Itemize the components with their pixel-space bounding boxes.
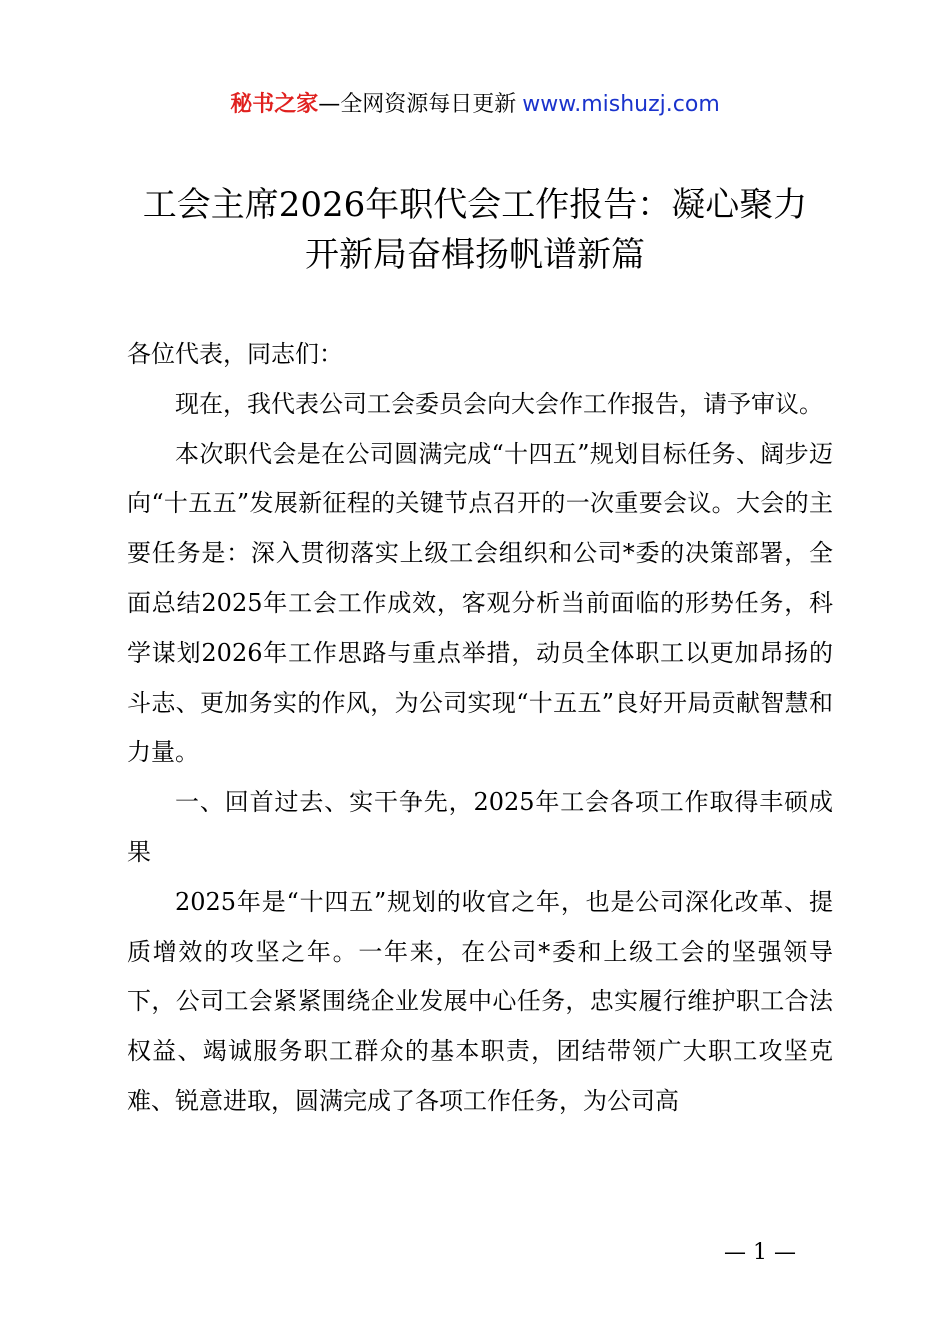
title-line-2: 开新局奋楫扬帆谱新篇 [305,235,645,275]
site-brand: 秘书之家 [230,92,319,117]
document-body [127,330,833,1127]
document-title [100,180,850,280]
title-line-1: 工会主席2026年职代会工作报告：凝心聚力 [142,185,808,225]
section-paragraph-1: 2025年是“十四五”规划的收官之年，也是公司深化改革、提质增效的攻坚之年。一年来，在公司*委和上级工会的坚强领导下，公司工会紧紧围绕企业发展中心任务，忠实履行维护职工合法权益、竭诚服务职工群众的基本职责，团结带领广大职工攻坚克难、锐意进取，圆满完成了各项工作任务，为公司高 [127,887,833,1115]
section-heading-1: 一、回首过去、实干争先，2025年工会各项工作取得丰硕成果 [127,788,833,866]
paragraph-2: 本次职代会是在公司圆满完成“十四五”规划目标任务、阔步迈向“十五五”发展新征程的关键节点召开的一次重要会议。大会的主要任务是：深入贯彻落实上级工会组织和公司*委的决策部署，全面总结2025年工会工作成效，客观分析当前面临的形势任务，科学谋划2026年工作思路与重点举措，动员全体职工以更加昂扬的斗志、更加务实的作风，为公司实现“十五五”良好开局贡献智慧和力量。 [127,439,833,767]
greeting: 各位代表，同志们： [127,340,343,368]
site-header [0,88,950,122]
paragraph-1: 现在，我代表公司工会委员会向大会作工作报告，请予审议。 [175,389,823,418]
page-number: — 1 — [724,1240,796,1265]
site-tagline: —全网资源每日更新 [318,92,517,117]
site-url-link[interactable]: www.mishuzj.com [522,92,720,117]
